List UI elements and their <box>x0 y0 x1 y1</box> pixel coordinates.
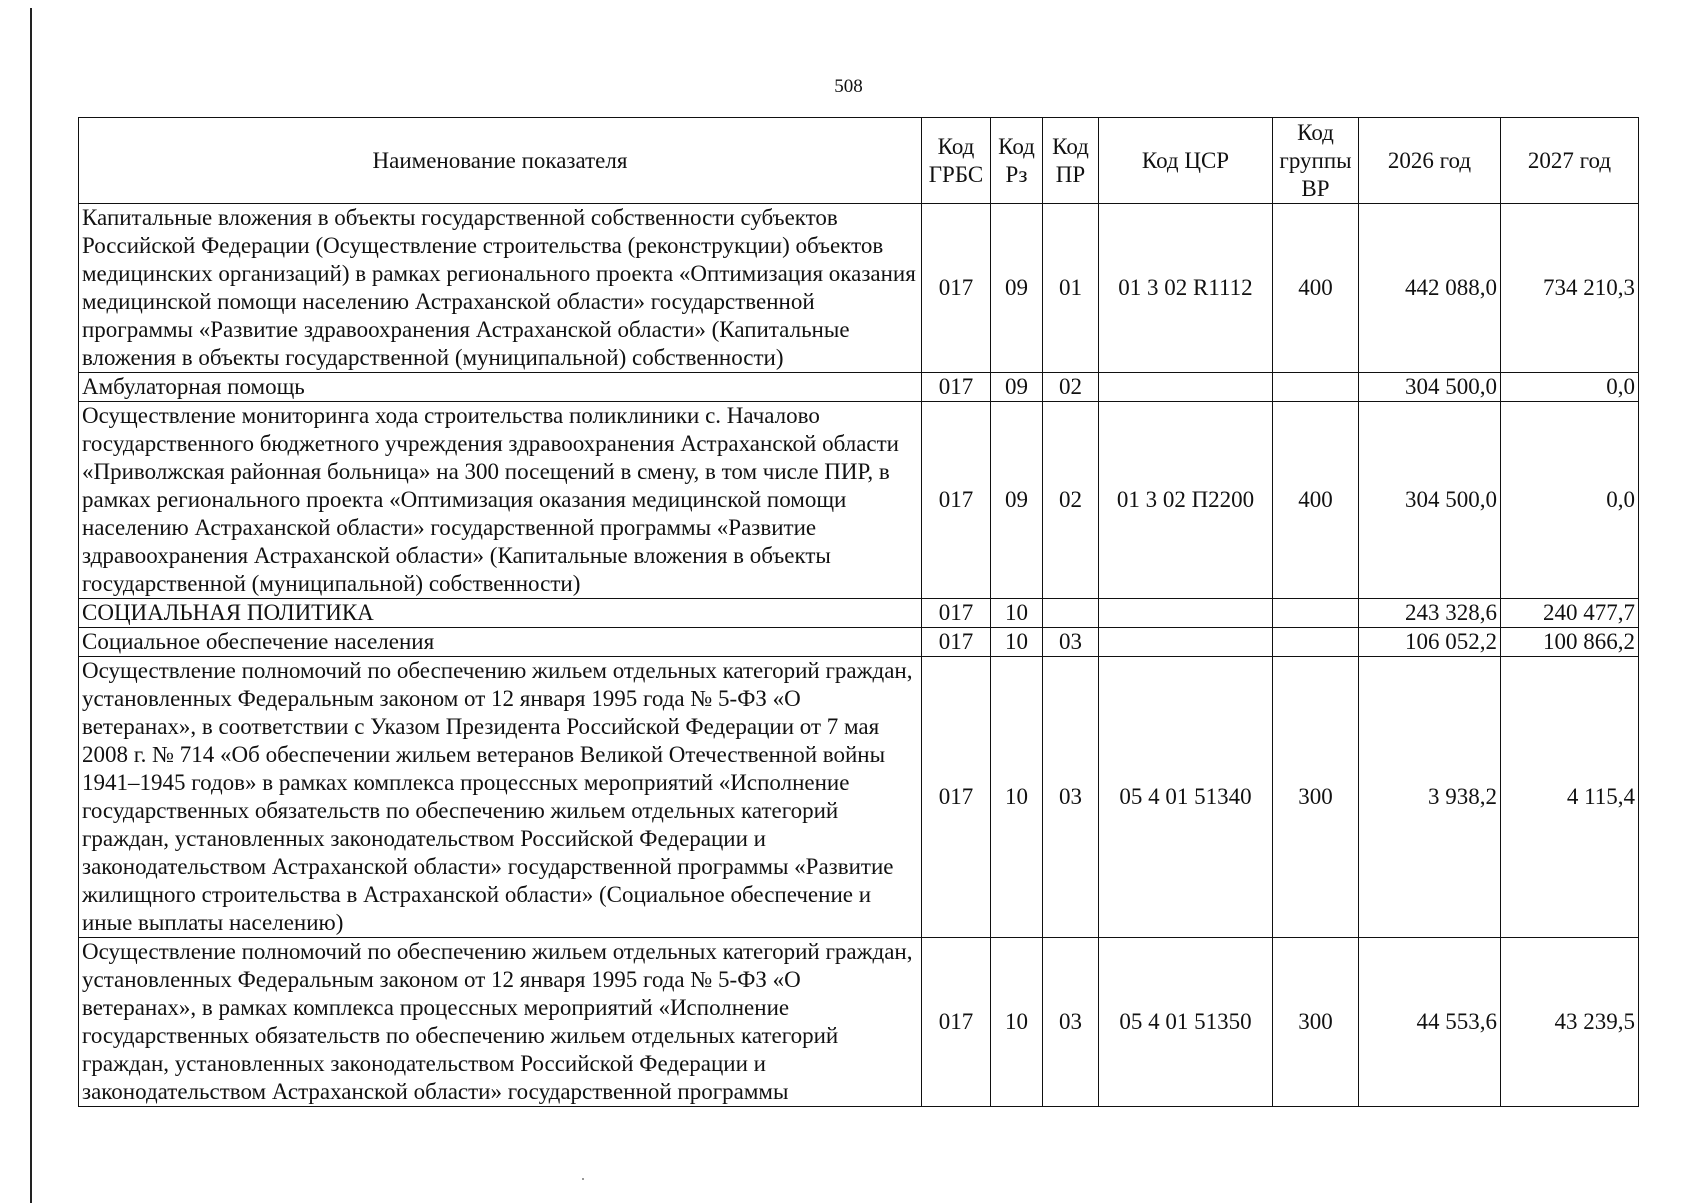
budget-table <box>78 117 1639 1107</box>
row-name: Социальное обеспечение населения <box>79 628 922 657</box>
header-year-2027: 2027 год <box>1501 118 1639 204</box>
row-name: Амбулаторная помощь <box>79 373 922 402</box>
row-grbs: 017 <box>922 938 991 1107</box>
row-pr: 02 <box>1043 373 1099 402</box>
row-amount-2026: 304 500,0 <box>1359 373 1501 402</box>
row-csr: 05 4 01 51350 <box>1099 938 1273 1107</box>
row-name: Осуществление полномочий по обеспечению жильем отдельных категорий граждан, установленных Федеральным законом от 12 января 1995 года № 5-ФЗ «О ветеранах», в соответствии с Указом Президента Российской Федерации от 7 мая 2008 г. № 714 «Об обеспечении жильем ветеранов Великой Отечественной войны 1941–1945 годов» в рамках комплекса процессных мероприятий «Исполнение государственных обязательств по обеспечению жильем отдельных категорий граждан, установленных законодательством Российской Федерации и законодательством Астраханской области» государственной программы «Развитие жилищного строительства в Астраханской области» (Социальное обеспечение и иные выплаты населению) <box>79 657 922 938</box>
row-pr: 02 <box>1043 402 1099 599</box>
row-rz: 09 <box>991 402 1043 599</box>
table-header-row <box>79 118 1639 204</box>
row-pr <box>1043 599 1099 628</box>
row-vr: 300 <box>1273 657 1359 938</box>
row-vr <box>1273 628 1359 657</box>
row-pr: 03 <box>1043 628 1099 657</box>
row-grbs: 017 <box>922 204 991 373</box>
row-csr: 01 3 02 П2200 <box>1099 402 1273 599</box>
row-vr: 400 <box>1273 402 1359 599</box>
table-row <box>79 657 1639 938</box>
row-name: Капитальные вложения в объекты государственной собственности субъектов Российской Федерации (Осуществление строительства (реконструкции) объектов медицинских организаций) в рамках регионального проекта «Оптимизация оказания медицинской помощи населению Астраханской области» государственной программы «Развитие здравоохранения Астраханской области» (Капитальные вложения в объекты государственной (муниципальной) собственности) <box>79 204 922 373</box>
row-amount-2027: 100 866,2 <box>1501 628 1639 657</box>
row-csr <box>1099 628 1273 657</box>
header-rz-code: Код Рз <box>991 118 1043 204</box>
row-name: Осуществление мониторинга хода строительства поликлиники с. Началово государственного бюджетного учреждения здравоохранения Астраханской области «Приволжская районная больница» на 300 посещений в смену, в том числе ПИР, в рамках регионального проекта «Оптимизация оказания медицинской помощи населению Астраханской области» государственной программы «Развитие здравоохранения Астраханской области» (Капитальные вложения в объекты государственной (муниципальной) собственности) <box>79 402 922 599</box>
row-amount-2026: 44 553,6 <box>1359 938 1501 1107</box>
row-grbs: 017 <box>922 402 991 599</box>
header-indicator-name: Наименование показателя <box>79 118 922 204</box>
page-number: 508 <box>834 76 863 97</box>
table-row <box>79 373 1639 402</box>
header-grbs-code: Код ГРБС <box>922 118 991 204</box>
row-csr: 01 3 02 R1112 <box>1099 204 1273 373</box>
row-pr: 03 <box>1043 938 1099 1107</box>
row-name: СОЦИАЛЬНАЯ ПОЛИТИКА <box>79 599 922 628</box>
row-csr: 05 4 01 51340 <box>1099 657 1273 938</box>
row-csr <box>1099 599 1273 628</box>
row-amount-2027: 240 477,7 <box>1501 599 1639 628</box>
row-amount-2026: 442 088,0 <box>1359 204 1501 373</box>
row-vr: 400 <box>1273 204 1359 373</box>
table-row <box>79 628 1639 657</box>
table-row <box>79 938 1639 1107</box>
row-rz: 10 <box>991 938 1043 1107</box>
row-grbs: 017 <box>922 599 991 628</box>
row-name: Осуществление полномочий по обеспечению жильем отдельных категорий граждан, установленных Федеральным законом от 12 января 1995 года № 5-ФЗ «О ветеранах», в рамках комплекса процессных мероприятий «Исполнение государственных обязательств по обеспечению жильем отдельных категорий граждан, установленных законодательством Российской Федерации и законодательством Астраханской области» государственной программы <box>79 938 922 1107</box>
row-grbs: 017 <box>922 628 991 657</box>
row-vr: 300 <box>1273 938 1359 1107</box>
scan-speck <box>582 1178 584 1180</box>
row-csr <box>1099 373 1273 402</box>
row-vr <box>1273 373 1359 402</box>
row-amount-2027: 0,0 <box>1501 373 1639 402</box>
table-row <box>79 402 1639 599</box>
header-vr-group-code: Код группы ВР <box>1273 118 1359 204</box>
table-row <box>79 599 1639 628</box>
row-amount-2026: 3 938,2 <box>1359 657 1501 938</box>
row-rz: 10 <box>991 628 1043 657</box>
row-amount-2026: 106 052,2 <box>1359 628 1501 657</box>
row-amount-2027: 0,0 <box>1501 402 1639 599</box>
row-amount-2027: 4 115,4 <box>1501 657 1639 938</box>
binding-margin-line <box>30 8 32 1203</box>
row-rz: 09 <box>991 204 1043 373</box>
row-amount-2027: 734 210,3 <box>1501 204 1639 373</box>
table-row <box>79 204 1639 373</box>
row-rz: 10 <box>991 599 1043 628</box>
row-grbs: 017 <box>922 657 991 938</box>
row-grbs: 017 <box>922 373 991 402</box>
row-amount-2027: 43 239,5 <box>1501 938 1639 1107</box>
row-rz: 10 <box>991 657 1043 938</box>
header-pr-code: Код ПР <box>1043 118 1099 204</box>
row-rz: 09 <box>991 373 1043 402</box>
row-pr: 03 <box>1043 657 1099 938</box>
row-amount-2026: 243 328,6 <box>1359 599 1501 628</box>
row-pr: 01 <box>1043 204 1099 373</box>
row-amount-2026: 304 500,0 <box>1359 402 1501 599</box>
header-year-2026: 2026 год <box>1359 118 1501 204</box>
row-vr <box>1273 599 1359 628</box>
header-csr-code: Код ЦСР <box>1099 118 1273 204</box>
